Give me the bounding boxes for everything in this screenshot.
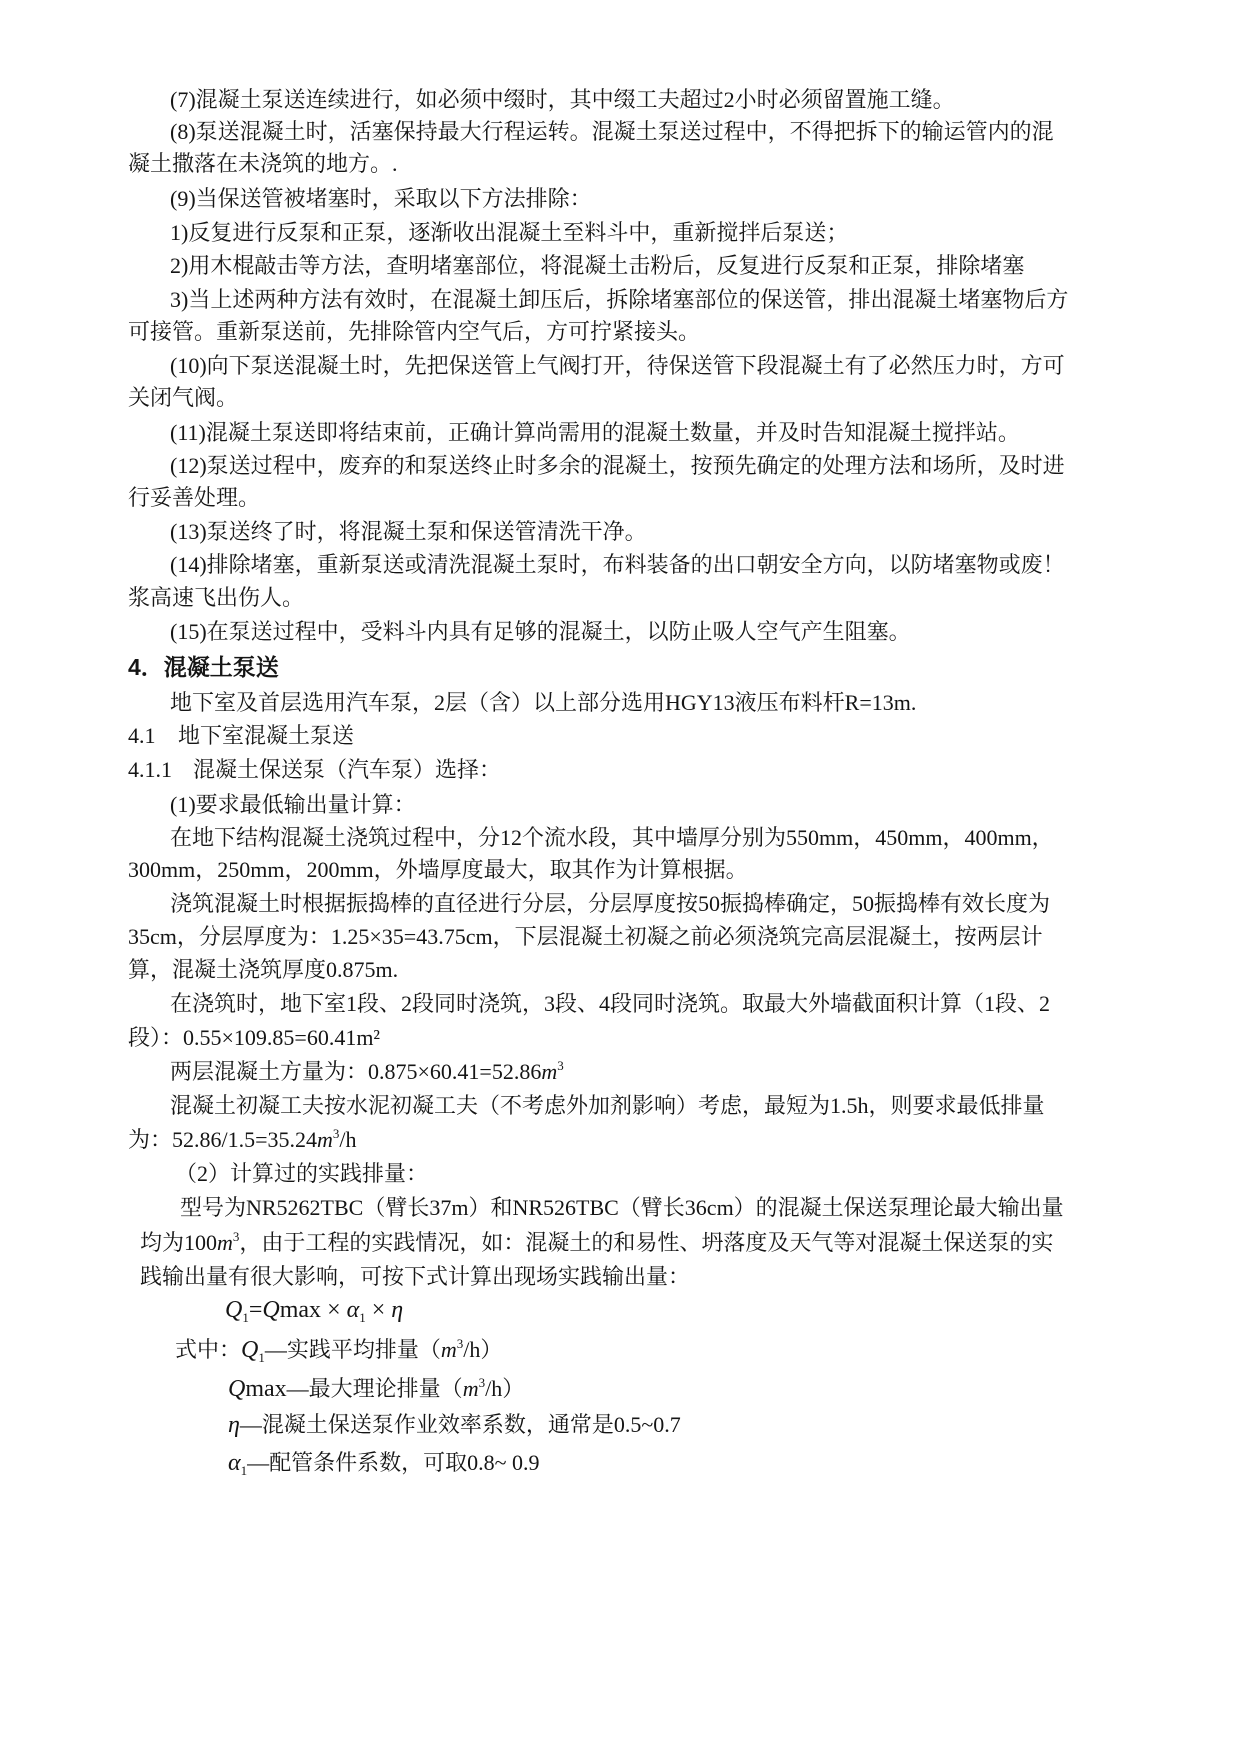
subsection-title: 混凝土保送泵（汽车泵）选择：	[193, 757, 502, 782]
symbol-q: Q	[228, 1376, 246, 1402]
item-9-sub-3-line-1: 3)当上述两种方法有效时，在混凝土卸压后，拆除堵塞部位的保送管，排出混凝土堵塞物后方	[170, 287, 1069, 312]
capacity-text: 均为100	[140, 1230, 218, 1255]
paragraph-f-line-2	[140, 1230, 1053, 1256]
unit-per-hour: /h）	[463, 1337, 503, 1362]
unit-per-hour: /h）	[485, 1376, 525, 1401]
section-heading: 4．混凝土泵送	[128, 654, 279, 680]
symbol-max: max	[245, 1376, 287, 1402]
unit-exponent: 3	[557, 1058, 564, 1073]
unit-exponent: 3	[456, 1336, 464, 1351]
paragraph-b-line-1: 浇筑混凝土时根据振捣棒的直径进行分层，分层厚度按50振捣棒确定，50振捣棒有效长度为	[170, 891, 1051, 916]
formula	[225, 1297, 403, 1323]
paragraph-e-line-2	[128, 1127, 357, 1153]
legend-eta	[228, 1412, 681, 1438]
unit-m: m	[317, 1127, 333, 1152]
unit-per-hour: /h	[339, 1127, 357, 1152]
unit-exponent: 3	[332, 1126, 340, 1141]
symbol-subscript: 1	[242, 1310, 249, 1325]
times-sign: ×	[327, 1297, 341, 1323]
symbol-subscript: 1	[359, 1310, 366, 1325]
symbol-alpha: α	[346, 1297, 360, 1323]
item-10-line-2: 关闭气阀。	[128, 385, 239, 410]
symbol-eta: η	[391, 1297, 404, 1323]
legend-desc: —实践平均排量（	[264, 1337, 441, 1362]
item-1: (1)要求最低输出量计算：	[170, 792, 416, 817]
legend-q1	[175, 1337, 502, 1363]
subsection-number: 4.1.1	[128, 757, 172, 782]
unit-exponent: 3	[232, 1229, 240, 1244]
subsection-number: 4.1	[128, 723, 156, 748]
item-12-line-2: 行妥善处理。	[128, 485, 261, 510]
equals-sign: =	[248, 1297, 263, 1323]
item-9: (9)当保送管被堵塞时，采取以下方法排除：	[170, 186, 592, 211]
section-intro: 地下室及首层选用汽车泵，2层（含）以上部分选用HGY13液压布料杆R=13m.	[170, 690, 917, 715]
paragraph-f-line-3: 践输出量有很大影响，可按下式计算出现场实践输出量：	[140, 1264, 691, 1289]
item-13: (13)泵送终了时，将混凝土泵和保送管清洗干净。	[170, 519, 647, 544]
paragraph-b-line-2: 35cm，分层厚度为：1.25×35=43.75cm，下层混凝土初凝之前必须浇筑完高层混凝土，按两层计	[128, 924, 1043, 949]
symbol-q: Q	[225, 1297, 243, 1323]
rate-text: 为：52.86/1.5=35.24	[128, 1127, 318, 1152]
symbol-q: Q	[241, 1337, 259, 1363]
symbol-subscript: 1	[240, 1463, 248, 1478]
legend-intro: 式中：	[175, 1337, 242, 1362]
capacity-text-tail: ，由于工程的实践情况，如：混凝土的和易性、坍落度及天气等对混凝土保送泵的实	[239, 1230, 1054, 1255]
item-9-sub-1: 1)反复进行反泵和正泵，逐渐收出混凝土至料斗中，重新搅拌后泵送；	[170, 220, 849, 245]
paragraph-e-line-1: 混凝土初凝工夫按水泥初凝工夫（不考虑外加剂影响）考虑，最短为1.5h，则要求最低排量	[170, 1093, 1045, 1118]
unit-m: m	[217, 1230, 233, 1255]
symbol-max: max	[279, 1297, 322, 1323]
item-11: (11)混凝土泵送即将结束前，正确计算尚需用的混凝土数量，并及时告知混凝土搅拌站。	[170, 420, 1020, 445]
item-7: (7)混凝土泵送连续进行，如必须中缀时，其中缀工夫超过2小时必须留置施工缝。	[170, 87, 955, 112]
unit-m: m	[440, 1337, 457, 1362]
paragraph-a-line-2: 300mm，250mm，200mm，外墙厚度最大，取其作为计算根据。	[128, 857, 748, 882]
paragraph-c-line-1: 在浇筑时，地下室1段、2段同时浇筑，3段、4段同时浇筑。取最大外墙截面积计算（1段、2	[170, 991, 1051, 1016]
paragraph-b-line-3: 算，混凝土浇筑厚度0.875m.	[128, 957, 399, 982]
symbol-subscript: 1	[258, 1350, 265, 1365]
item-10-line-1: (10)向下泵送混凝土时，先把保送管上气阀打开，待保送管下段混凝土有了必然压力时，方可	[170, 353, 1065, 378]
symbol-q: Q	[262, 1297, 280, 1323]
item-14-line-1: (14)排除堵塞，重新泵送或清洗混凝土泵时，布料装备的出口朝安全方向，以防堵塞物或废！	[170, 552, 1065, 577]
times-sign: ×	[371, 1297, 386, 1323]
subsection-title: 地下室混凝土泵送	[178, 723, 355, 748]
item-2: （2）计算过的实践排量：	[175, 1161, 429, 1186]
item-9-sub-3-line-2: 可接管。重新泵送前，先排除管内空气后，方可拧紧接头。	[128, 319, 701, 344]
legend-desc: —配管条件系数，可取0.8~ 0.9	[247, 1450, 540, 1475]
paragraph-c-line-2: 段）：0.55×109.85=60.41m²	[128, 1025, 381, 1050]
subsection-4-1-1	[128, 757, 501, 783]
volume-text: 两层混凝土方量为：0.875×60.41=52.86	[170, 1059, 542, 1084]
symbol-eta: η	[228, 1412, 240, 1438]
legend-desc: —最大理论排量（	[286, 1376, 463, 1401]
paragraph-d	[170, 1059, 564, 1085]
unit-m: m	[541, 1059, 558, 1084]
legend-desc: —混凝土保送泵作业效率系数，通常是0.5~0.7	[239, 1412, 681, 1437]
legend-alpha	[228, 1450, 540, 1476]
unit-exponent: 3	[478, 1375, 486, 1390]
item-9-sub-2: 2)用木棍敲击等方法，查明堵塞部位，将混凝土击粉后，反复进行反泵和正泵，排除堵塞	[170, 253, 1025, 278]
paragraph-a-line-1: 在地下结构混凝土浇筑过程中，分12个流水段，其中墙厚分别为550mm，450mm，400mm，	[170, 825, 1054, 850]
item-8-line-2: 凝土撒落在未浇筑的地方。.	[128, 151, 398, 176]
subsection-4-1	[128, 723, 354, 749]
legend-qmax	[228, 1376, 524, 1402]
item-15: (15)在泵送过程中，受料斗内具有足够的混凝土，以防止吸人空气产生阻塞。	[170, 619, 911, 644]
item-12-line-1: (12)泵送过程中，废弃的和泵送终止时多余的混凝土，按预先确定的处理方法和场所，及时进	[170, 453, 1065, 478]
paragraph-f-line-1: 型号为NR5262TBC（臂长37m）和NR526TBC（臂长36cm）的混凝土保送泵理论最大输出量	[180, 1195, 1064, 1220]
symbol-alpha: α	[228, 1450, 241, 1476]
unit-m: m	[462, 1376, 479, 1401]
item-14-line-2: 浆高速飞出伤人。	[128, 585, 305, 610]
item-8-line-1: (8)泵送混凝土时，活塞保持最大行程运转。混凝土泵送过程中，不得把拆下的输运管内的混	[170, 119, 1054, 144]
